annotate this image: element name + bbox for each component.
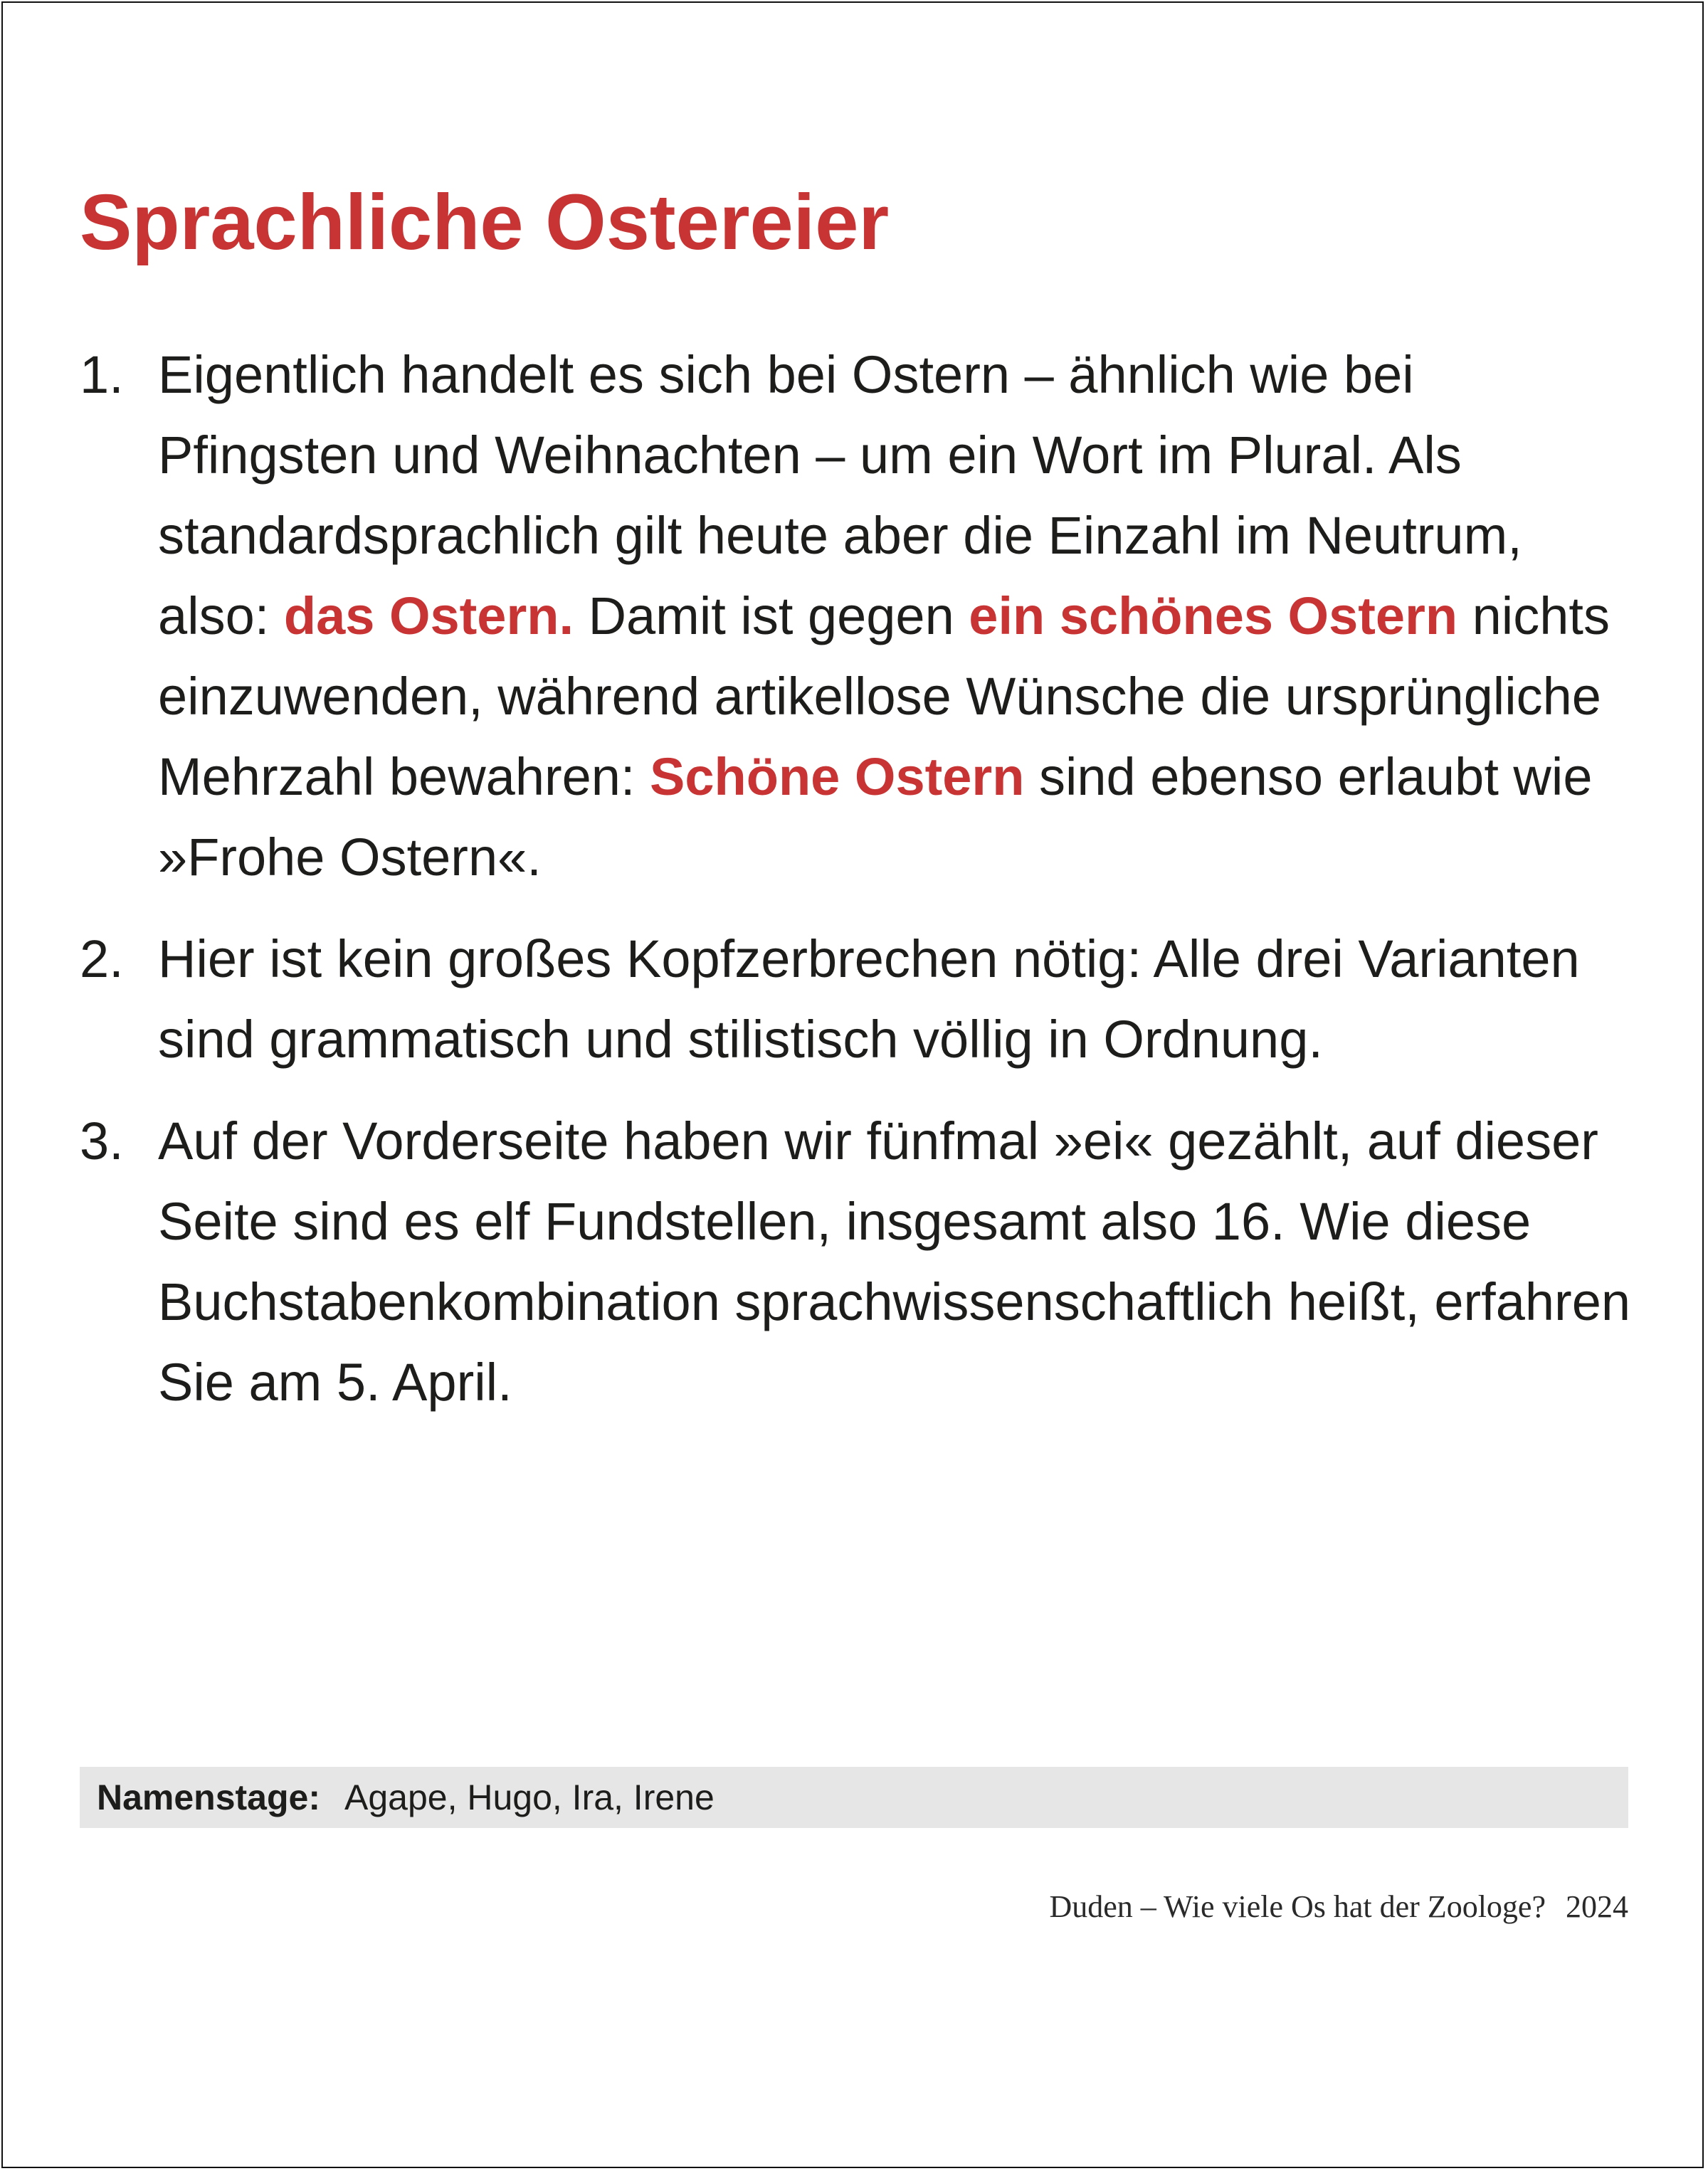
answer-list	[80, 334, 1631, 1444]
namenstage-bar	[80, 1767, 1628, 1828]
highlight-ein-schoenes-ostern: ein schönes Ostern	[969, 586, 1458, 645]
list-item-text: Hier ist kein großes Kopfzerbrechen nötig: Alle drei Varianten sind grammatisch und stilistisch völlig in Ordnung.	[158, 929, 1580, 1069]
highlight-schoene-ostern: Schöne Ostern	[650, 747, 1025, 806]
text-segment: Eigentlich handelt es sich bei Ostern – ähnlich wie bei Pfingsten und Weihnachten – um ein Wort im Plural. Als standardsprachlich gilt heute aber die Einzahl im Neutrum, also:	[158, 345, 1522, 645]
namenstage-names: Agape, Hugo, Ira, Irene	[344, 1778, 715, 1817]
list-item-text	[158, 334, 1631, 897]
namenstage-label: Namenstage:	[97, 1778, 320, 1817]
footer-text: Duden – Wie viele Os hat der Zoologe?	[1049, 1889, 1546, 1924]
list-item-1	[80, 334, 1631, 897]
list-number: 2.	[80, 929, 124, 988]
list-number: 1.	[80, 345, 124, 404]
footer-year: 2024	[1566, 1889, 1628, 1924]
text-segment: nichts einzuwenden, während artikellose Wünsche die ursprüngliche Mehrzahl bewahren:	[158, 586, 1610, 806]
footer	[1049, 1889, 1628, 1925]
text-segment: sind ebenso erlaubt wie »Frohe Ostern«.	[158, 747, 1593, 887]
highlight-das-ostern: das Ostern.	[283, 586, 574, 645]
list-item-text: Auf der Vorderseite haben wir fünfmal »ei« gezählt, auf dieser Seite sind es elf Fundstellen, insgesamt also 16. Wie diese Buchstabenkombination sprachwissenschaftlich heißt, erfahren Sie am 5. April.	[158, 1111, 1631, 1412]
list-item-3	[80, 1101, 1631, 1422]
list-number: 3.	[80, 1111, 124, 1171]
list-item-2	[80, 919, 1631, 1079]
text-segment: Damit ist gegen	[574, 586, 969, 645]
page-title: Sprachliche Ostereier	[80, 179, 890, 266]
